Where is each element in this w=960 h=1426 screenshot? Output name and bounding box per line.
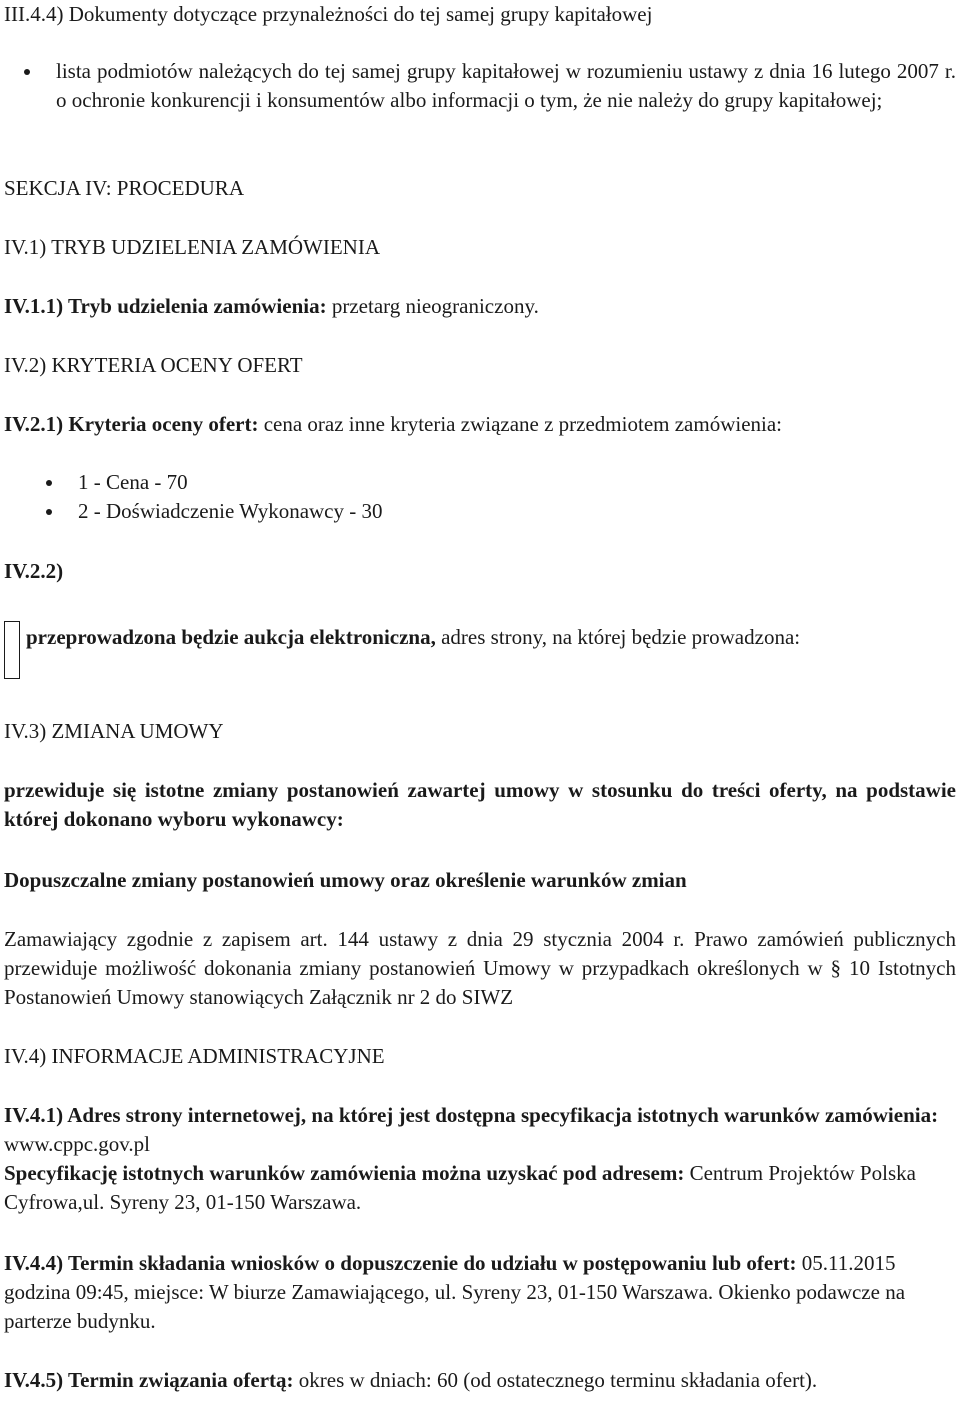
criteria-label: IV.2.1) Kryteria oceny ofert: — [4, 412, 259, 436]
spec-website — [4, 1101, 956, 1159]
submission-deadline-label: IV.4.4) Termin składania wniosków o dopuszczenie do udziału w postępowaniu lub ofert: — [4, 1251, 797, 1275]
auction-rest: adres strony, na której będzie prowadzona: — [435, 625, 801, 649]
criteria-line — [4, 410, 956, 439]
binding-period-value: okres w dniach: 60 (od ostatecznego terminu składania ofert). — [293, 1368, 818, 1392]
binding-period — [4, 1366, 956, 1395]
criteria-item: 1 - Cena - 70 — [78, 468, 956, 497]
criteria-item: 2 - Doświadczenie Wykonawcy - 30 — [78, 497, 956, 526]
auction-checkbox[interactable] — [4, 621, 20, 679]
submission-deadline — [4, 1249, 956, 1336]
spec-address-label: Specyfikację istotnych warunków zamówienia można uzyskać pod adresem: — [4, 1161, 685, 1185]
spec-address — [4, 1159, 956, 1217]
heading-iii-4-4: III.4.4) Dokumenty dotyczące przynależności do tej samej grupy kapitałowej — [4, 2, 653, 26]
iv-2-2-label: IV.2.2) — [4, 559, 64, 583]
heading-iv-4: IV.4) INFORMACJE ADMINISTRACYJNE — [4, 1044, 385, 1068]
spec-website-value[interactable]: www.cppc.gov.pl — [4, 1132, 150, 1156]
section-iv-heading: SEKCJA IV: PROCEDURA — [4, 176, 244, 200]
heading-iv-3: IV.3) ZMIANA UMOWY — [4, 719, 224, 743]
criteria-list — [78, 468, 956, 526]
allowed-changes-text: Zamawiający zgodnie z zapisem art. 144 ustawy z dnia 29 stycznia 2004 r. Prawo zamówień publicznych przewiduje możliwość dokonania zmiany postanowień Umowy w przypadkach określonych w § 10 Istotnych Postanowień Umowy stanowiących Załącznik nr 2 do SIWZ — [4, 927, 956, 1009]
spec-website-label: IV.4.1) Adres strony internetowej, na której jest dostępna specyfikacja istotnych warunków zamówienia: — [4, 1103, 939, 1127]
allowed-changes-heading: Dopuszczalne zmiany postanowień umowy oraz określenie warunków zmian — [4, 868, 687, 892]
criteria-value: cena oraz inne kryteria związane z przedmiotem zamówienia: — [258, 412, 783, 436]
heading-iv-1: IV.1) TRYB UDZIELENIA ZAMÓWIENIA — [4, 235, 381, 259]
procedure-type-label: IV.1.1) Tryb udzielenia zamówienia: — [4, 294, 327, 318]
list-item: lista podmiotów należących do tej samej grupy kapitałowej w rozumieniu ustawy z dnia 16 lutego 2007 r. o ochronie konkurencji i konsumentów albo informacji o tym, że nie należy do grupy kapitałowej; — [56, 57, 956, 115]
auction-text — [26, 623, 956, 652]
group-documents-list — [56, 57, 956, 115]
contract-change-statement: przewiduje się istotne zmiany postanowień zawartej umowy w stosunku do treści oferty, na podstawie której dokonano wyboru wykonawcy: — [4, 778, 956, 831]
auction-bold: przeprowadzona będzie aukcja elektroniczna, — [26, 625, 436, 649]
procedure-type-value: przetarg nieograniczony. — [326, 294, 539, 318]
submission-deadline-value: 05.11.2015 godzina 09:45, miejsce: W biurze Zamawiającego, ul. Syreny 23, 01-150 Warszawa. Okienko podawcze na parterze budynku. — [4, 1251, 906, 1333]
binding-period-label: IV.4.5) Termin związania ofertą: — [4, 1368, 294, 1392]
procedure-type — [4, 292, 956, 321]
heading-iv-2: IV.2) KRYTERIA OCENY OFERT — [4, 353, 303, 377]
spec-address-value: Centrum Projektów Polska Cyfrowa,ul. Syreny 23, 01-150 Warszawa. — [4, 1161, 916, 1214]
